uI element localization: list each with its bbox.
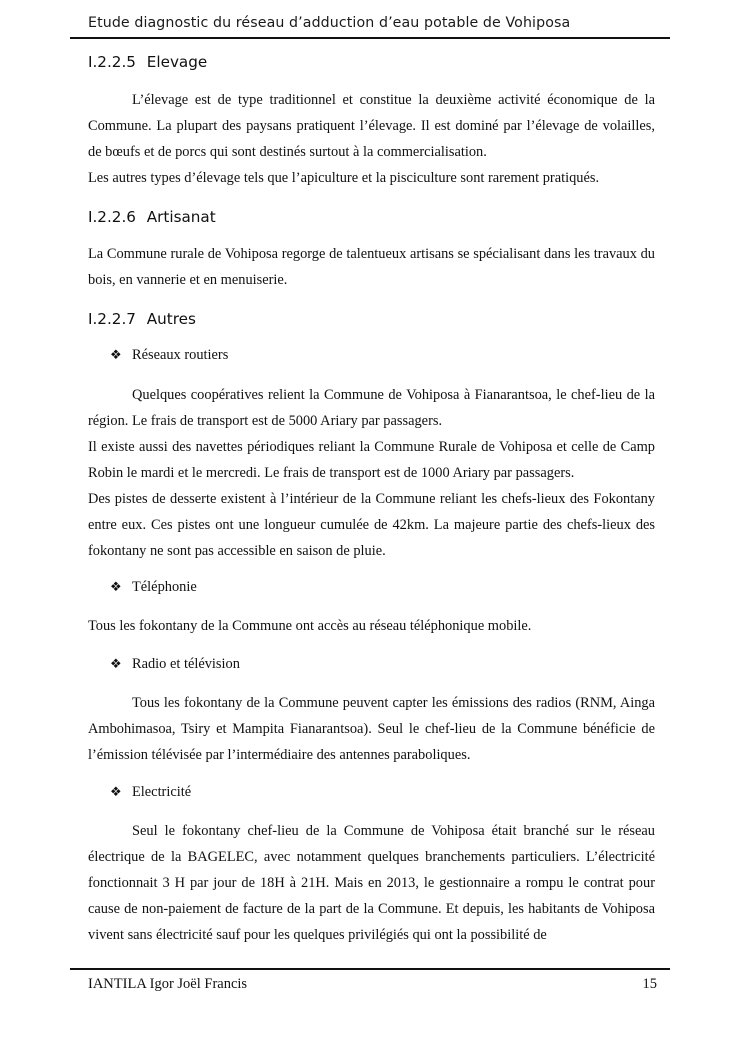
section-title: Elevage [146,53,208,71]
diamond-bullet-icon: ❖ [110,347,122,362]
bullet-label: Radio et télévision [132,656,240,672]
section-number: I.2.2.5 [88,53,136,71]
header-divider [70,37,670,39]
bullet-reseaux-routiers [110,347,228,364]
section-title: Artisanat [146,208,216,226]
paragraph: Seul le fokontany chef-lieu de la Commune de Vohiposa était branché sur le réseau électrique de la BAGELEC, avec notamment quelques branchements particuliers. L’électricité fonctionnait 3 H par jour de 18H à 21H. Mais en 2013, le gestionnaire a rompu le contrat pour cause de non-paiement de facture de la part de la Commune. Et depuis, les habitants de Vohiposa vivent sans électricité sauf pour les quelques privilégiés qui ont la possibilité de [88,823,655,943]
bullet-electricite [110,784,191,801]
diamond-bullet-icon: ❖ [110,784,122,799]
bullet-label: Electricité [132,784,192,800]
page-number: 15 [642,976,657,992]
bullet-telephonie [110,579,197,596]
section-body-artisanat [88,241,655,293]
paragraph: La Commune rurale de Vohiposa regorge de talentueux artisans se spécialisant dans les travaux du bois, en vannerie et en menuiserie. [88,246,655,288]
footer-author: IANTILA Igor Joël Francis [88,976,248,992]
footer-divider [70,968,670,970]
bullet-label: Téléphonie [132,579,197,595]
section-body-reseaux [88,382,655,564]
section-number: I.2.2.6 [88,208,136,226]
section-body-elevage [88,87,655,191]
diamond-bullet-icon: ❖ [110,579,122,594]
paragraph: L’élevage est de type traditionnel et constitue la deuxième activité économique de la Commune. La plupart des paysans pratiquent l’élevage. Il est dominé par l’élevage de volailles, de bœufs et de porcs qui sont destinés surtout à la commercialisation. [88,92,655,160]
paragraph: Il existe aussi des navettes périodiques reliant la Commune Rurale de Vohiposa et celle de Camp Robin le mardi et le mercredi. Le frais de transport est de 1000 Ariary par passagers. [88,439,655,481]
section-body-telephonie [88,613,655,639]
section-heading-autres [88,310,196,328]
section-number: I.2.2.7 [88,310,136,328]
paragraph: Tous les fokontany de la Commune ont accès au réseau téléphonique mobile. [88,618,532,634]
section-heading-elevage [88,53,207,71]
paragraph: Des pistes de desserte existent à l’intérieur de la Commune reliant les chefs-lieux des Fokontany entre eux. Ces pistes ont une longueur cumulée de 42km. La majeure partie des chefs-lieux des fokontany ne sont pas accessible en saison de pluie. [88,491,655,559]
section-body-electricite [88,818,655,948]
section-heading-artisanat [88,208,216,226]
section-title: Autres [146,310,196,328]
paragraph: Tous les fokontany de la Commune peuvent capter les émissions des radios (RNM, Ainga Ambohimasoa, Tsiry et Mampita Fianarantsoa). Seul le chef-lieu de la Commune bénéficie de l’émission télévisée par l’intermédiaire des antennes paraboliques. [88,695,655,763]
bullet-label: Réseaux routiers [132,347,229,363]
running-header: Etude diagnostic du réseau d’adduction d’eau potable de Vohiposa [88,15,571,31]
section-body-radio [88,690,655,768]
diamond-bullet-icon: ❖ [110,656,122,671]
bullet-radio-television [110,656,240,673]
paragraph: Quelques coopératives relient la Commune de Vohiposa à Fianarantsoa, le chef-lieu de la région. Le frais de transport est de 5000 Ariary par passagers. [88,387,655,429]
paragraph: Les autres types d’élevage tels que l’apiculture et la pisciculture sont rarement pratiqués. [88,170,600,186]
